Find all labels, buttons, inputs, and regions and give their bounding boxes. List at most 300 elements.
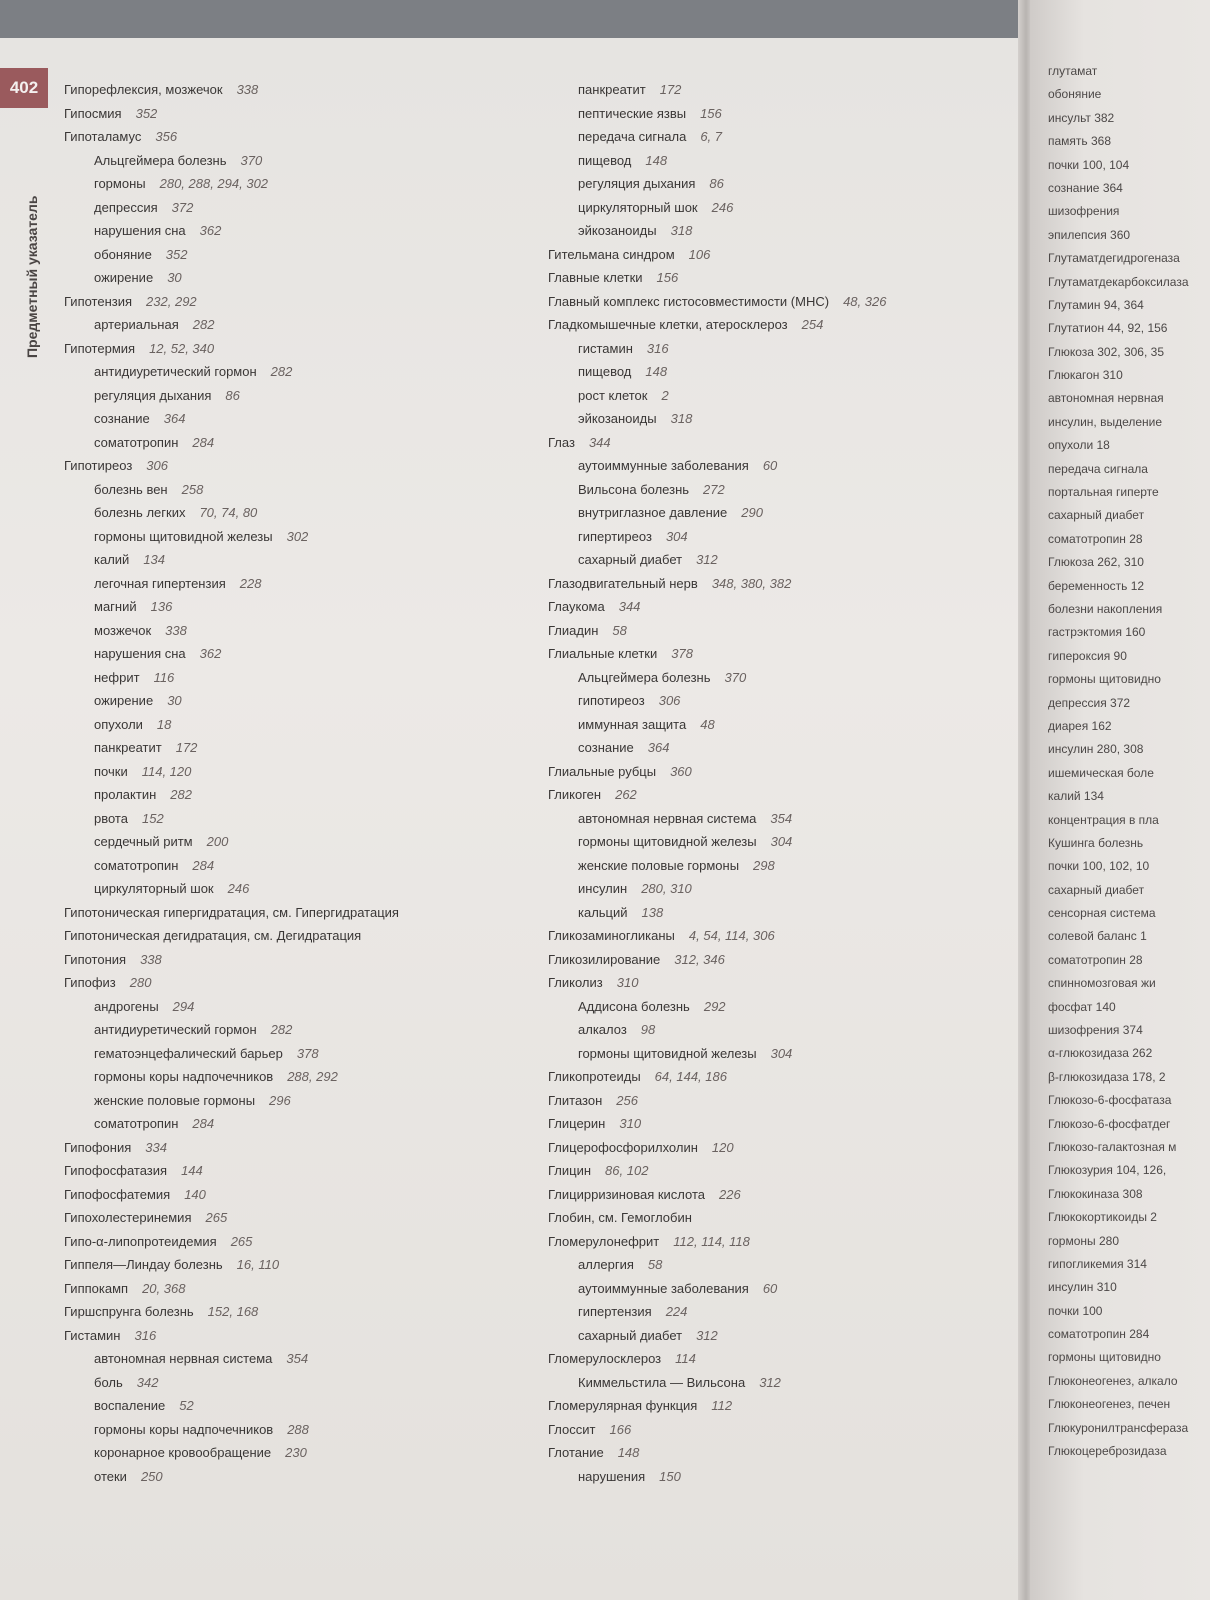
index-term: Гипо-α-липопротеидемия xyxy=(64,1233,217,1249)
index-pages: 4, 54, 114, 306 xyxy=(688,928,775,943)
index-term: панкреатит xyxy=(94,740,162,755)
index-entry xyxy=(548,1136,1018,1160)
index-term: Гипоталамус xyxy=(64,129,142,144)
next-page-fragment: фосфат 140 xyxy=(1048,999,1116,1014)
next-page-fragment: Глюкагон 310 xyxy=(1048,368,1123,383)
index-pages: 360 xyxy=(670,763,692,779)
index-pages: 356 xyxy=(155,129,178,144)
index-term: пищевод xyxy=(578,152,632,168)
index-term: Гломерулонефрит xyxy=(548,1233,660,1249)
index-entry xyxy=(548,1300,1018,1324)
next-page-fragment: почки 100, 102, 10 xyxy=(1048,859,1150,874)
index-pages: 338 xyxy=(236,82,259,97)
next-page-fragment: обоняние xyxy=(1048,87,1102,102)
index-pages: 30 xyxy=(167,270,182,285)
index-entry xyxy=(548,713,1018,737)
index-entry xyxy=(64,478,534,502)
index-entry xyxy=(548,525,1018,549)
index-term: Гительмана синдром xyxy=(548,246,675,262)
index-entry xyxy=(548,1018,1018,1042)
index-entry xyxy=(64,572,534,596)
index-entry xyxy=(64,1300,534,1324)
index-entry xyxy=(64,854,534,878)
index-pages: 232, 292 xyxy=(146,293,197,309)
next-page-fragment: Глутаматдекарбоксилаза xyxy=(1048,274,1189,289)
index-term: Глаз xyxy=(548,434,575,450)
index-entry xyxy=(548,595,1018,619)
index-pages: 282 xyxy=(270,1022,293,1037)
next-page-fragment: гипероксия 90 xyxy=(1048,648,1127,663)
index-entry xyxy=(548,384,1018,408)
index-pages: 334 xyxy=(145,1139,167,1155)
index-entry xyxy=(64,689,534,713)
index-entry xyxy=(64,1347,534,1371)
index-pages: 114 xyxy=(675,1351,696,1366)
next-page-fragment: почки 100, 104 xyxy=(1048,157,1130,172)
index-pages: 282 xyxy=(270,364,293,379)
index-entry xyxy=(548,149,1018,173)
index-term: воспаление xyxy=(94,1398,166,1413)
index-pages: 292 xyxy=(703,998,726,1014)
index-entry xyxy=(64,995,534,1019)
index-term: автономная нервная система xyxy=(94,1351,273,1366)
next-page-fragment: концентрация в пла xyxy=(1048,812,1159,827)
index-pages: 148 xyxy=(617,1445,640,1460)
index-entry xyxy=(64,642,534,666)
index-pages: 134 xyxy=(143,552,166,567)
index-term: рост клеток xyxy=(578,387,648,403)
index-pages: 246 xyxy=(227,881,250,896)
next-page-fragment: Глюкозурия 104, 126, xyxy=(1048,1163,1167,1178)
index-entry xyxy=(64,1136,534,1160)
index-term: гистамин xyxy=(578,340,633,356)
index-entry xyxy=(64,102,534,126)
index-term: гипертиреоз xyxy=(578,528,652,544)
next-page-fragment: Глюкоцереброзидаза xyxy=(1048,1444,1167,1459)
index-entry xyxy=(64,1206,534,1230)
index-entry xyxy=(548,219,1018,243)
index-pages: 272 xyxy=(703,481,725,497)
index-entry xyxy=(548,924,1018,948)
next-page-fragment: сенсорная система xyxy=(1048,906,1156,921)
index-entry xyxy=(64,1018,534,1042)
index-pages: 166 xyxy=(609,1421,632,1437)
index-column-right xyxy=(548,78,1018,1488)
index-term: нарушения сна xyxy=(94,646,186,661)
index-pages: 318 xyxy=(670,411,693,426)
index-entry xyxy=(64,830,534,854)
index-term: циркуляторный шок xyxy=(94,881,214,896)
index-pages: 58 xyxy=(647,1257,663,1272)
index-pages: 342 xyxy=(136,1374,159,1390)
index-pages: 230 xyxy=(285,1445,307,1460)
index-pages: 378 xyxy=(671,646,693,661)
index-term: Гликоген xyxy=(548,787,602,802)
next-page-edge xyxy=(1030,0,1210,1600)
index-pages: 152 xyxy=(141,810,164,826)
index-term: соматотропин xyxy=(94,434,179,450)
next-page-fragment: сахарный диабет xyxy=(1048,882,1145,897)
index-term: соматотропин xyxy=(94,857,179,873)
index-entry xyxy=(64,713,534,737)
index-pages: 312, 346 xyxy=(674,951,725,967)
index-term: Гипотония xyxy=(64,951,127,967)
index-entry xyxy=(548,360,1018,384)
next-page-fragment: Глюкокортикоиды 2 xyxy=(1048,1210,1157,1225)
next-page-fragment: соматотропин 284 xyxy=(1048,1327,1150,1342)
index-term: Глицин xyxy=(548,1163,592,1178)
next-page-fragment: Глюкоза 302, 306, 35 xyxy=(1048,344,1164,359)
index-pages: 98 xyxy=(640,1022,656,1037)
index-pages: 262 xyxy=(615,787,637,802)
next-page-fragment: β-глюкозидаза 178, 2 xyxy=(1048,1069,1166,1084)
index-pages: 288 xyxy=(287,1421,309,1437)
index-entry xyxy=(548,1183,1018,1207)
next-page-fragment: Глутаматдегидрогеназа xyxy=(1048,251,1180,266)
index-pages: 172 xyxy=(175,740,198,755)
index-entry xyxy=(548,760,1018,784)
index-pages: 12, 52, 340 xyxy=(149,340,215,356)
index-term: Глотание xyxy=(548,1445,604,1460)
index-term: регуляция дыхания xyxy=(94,387,212,403)
next-page-fragment: гастрэктомия 160 xyxy=(1048,625,1146,640)
index-pages: 352 xyxy=(165,246,188,262)
index-term: Гипотоническая дегидратация, см. Дегидратация xyxy=(64,928,362,943)
index-entry xyxy=(548,948,1018,972)
next-page-fragment: спинномозговая жи xyxy=(1048,976,1156,991)
index-pages: 302 xyxy=(286,528,309,544)
index-term: пищевод xyxy=(578,364,632,379)
next-page-fragment: инсульт 382 xyxy=(1048,110,1115,125)
index-term: ожирение xyxy=(94,693,154,708)
index-pages: 250 xyxy=(140,1468,163,1484)
index-term: легочная гипертензия xyxy=(94,575,226,591)
index-pages: 282 xyxy=(170,787,192,802)
index-term: Глаукома xyxy=(548,599,605,614)
index-term: Глицирризиновая кислота xyxy=(548,1186,706,1202)
index-pages: 316 xyxy=(646,340,669,356)
index-term: автономная нервная система xyxy=(578,810,757,826)
index-term: отеки xyxy=(94,1468,127,1484)
index-entry xyxy=(64,1441,534,1465)
index-entry xyxy=(64,1465,534,1489)
index-entry xyxy=(64,1230,534,1254)
next-page-fragment: Глюкуронилтрансфераза xyxy=(1048,1420,1189,1435)
index-pages: 364 xyxy=(163,411,186,426)
index-pages: 298 xyxy=(753,857,775,873)
index-pages: 265 xyxy=(230,1233,253,1249)
index-pages: 2 xyxy=(661,387,669,403)
index-pages: 284 xyxy=(192,1116,215,1131)
index-term: Гликозаминогликаны xyxy=(548,928,675,943)
next-page-fragment: Глюкозо-6-фосфатдег xyxy=(1048,1116,1171,1131)
index-entry xyxy=(548,313,1018,337)
index-term: Гипофосфатемия xyxy=(64,1186,171,1202)
index-term: Альцгеймера болезнь xyxy=(94,152,227,168)
index-term: Гипотензия xyxy=(64,293,133,309)
index-term: нарушения xyxy=(578,1468,646,1484)
next-page-fragment: Глюконеогенез, алкало xyxy=(1048,1373,1178,1388)
index-pages: 296 xyxy=(269,1092,291,1108)
index-entry xyxy=(64,78,534,102)
index-term: гематоэнцефалический барьер xyxy=(94,1045,283,1061)
index-term: Гладкомышечные клетки, атеросклероз xyxy=(548,317,788,332)
index-term: Гистамин xyxy=(64,1327,121,1343)
index-term: антидиуретический гормон xyxy=(94,1022,257,1037)
index-pages: 140 xyxy=(184,1186,206,1202)
index-entry xyxy=(64,431,534,455)
index-term: пептические язвы xyxy=(578,105,687,121)
index-entry xyxy=(548,1324,1018,1348)
index-term: циркуляторный шок xyxy=(578,199,698,215)
index-term: Гломерулосклероз xyxy=(548,1351,662,1366)
index-term: Глиадин xyxy=(548,622,599,638)
index-term: Альцгеймера болезнь xyxy=(578,669,711,685)
index-term: гормоны коры надпочечников xyxy=(94,1069,274,1084)
index-pages: 224 xyxy=(665,1304,688,1319)
index-term: Гипофиз xyxy=(64,975,116,990)
index-entry xyxy=(64,1371,534,1395)
index-entry xyxy=(548,901,1018,925)
index-pages: 106 xyxy=(688,246,711,262)
next-page-fragment: инсулин, выделение xyxy=(1048,414,1163,429)
index-term: женские половые гормоны xyxy=(94,1092,256,1108)
index-term: андрогены xyxy=(94,998,159,1014)
index-entry xyxy=(64,501,534,525)
index-pages: 310 xyxy=(616,975,639,990)
next-page-fragment: солевой баланс 1 xyxy=(1048,929,1147,944)
next-page-fragment: Глюконеогенез, печен xyxy=(1048,1397,1171,1412)
index-pages: 86, 102 xyxy=(605,1163,649,1178)
index-pages: 280, 310 xyxy=(641,881,692,896)
index-pages: 114, 120 xyxy=(141,763,192,779)
index-entry xyxy=(64,1324,534,1348)
index-pages: 156 xyxy=(656,270,679,285)
next-page-fragment: портальная гиперте xyxy=(1048,485,1159,500)
index-pages: 60 xyxy=(762,458,778,473)
index-term: сознание xyxy=(578,740,634,755)
index-term: Гиппокамп xyxy=(64,1280,129,1296)
index-pages: 48 xyxy=(700,716,715,732)
index-entry xyxy=(548,642,1018,666)
index-entry xyxy=(548,478,1018,502)
index-entry xyxy=(64,384,534,408)
index-pages: 294 xyxy=(172,998,195,1014)
next-page-fragment: депрессия 372 xyxy=(1048,695,1131,710)
index-entry xyxy=(548,1347,1018,1371)
index-entry xyxy=(548,1206,1018,1230)
index-term: Глобин, см. Гемоглобин xyxy=(548,1210,692,1225)
index-entry xyxy=(548,807,1018,831)
index-entry xyxy=(64,666,534,690)
index-term: болезнь вен xyxy=(94,481,168,497)
index-pages: 304 xyxy=(665,528,688,544)
index-pages: 344 xyxy=(588,434,611,450)
index-pages: 256 xyxy=(616,1092,638,1108)
index-term: внутриглазное давление xyxy=(578,505,728,520)
index-entry xyxy=(548,1065,1018,1089)
index-term: Глиальные рубцы xyxy=(548,763,657,779)
index-pages: 280, 288, 294, 302 xyxy=(159,176,269,191)
index-entry xyxy=(548,619,1018,643)
index-entry xyxy=(548,125,1018,149)
index-pages: 344 xyxy=(618,599,641,614)
index-pages: 172 xyxy=(659,82,682,97)
index-pages: 52 xyxy=(179,1398,194,1413)
index-pages: 372 xyxy=(171,199,194,215)
index-pages: 258 xyxy=(181,481,204,497)
next-page-fragment: гормоны 280 xyxy=(1048,1233,1119,1248)
index-entry xyxy=(548,1441,1018,1465)
index-entry xyxy=(64,1065,534,1089)
index-entry xyxy=(64,1418,534,1442)
index-term: иммунная защита xyxy=(578,716,687,732)
index-entry xyxy=(64,1394,534,1418)
index-pages: 290 xyxy=(741,505,763,520)
index-pages: 30 xyxy=(167,693,182,708)
index-term: пролактин xyxy=(94,787,157,802)
index-term: болезнь легких xyxy=(94,505,186,520)
next-page-fragment: шизофрения 374 xyxy=(1048,1023,1143,1038)
index-entry xyxy=(548,1159,1018,1183)
index-term: Глиальные клетки xyxy=(548,646,658,661)
next-page-fragment: гормоны щитовидно xyxy=(1048,1350,1161,1365)
next-page-fragment: α-глюкозидаза 262 xyxy=(1048,1046,1153,1061)
index-entry xyxy=(64,548,534,572)
index-entry xyxy=(548,102,1018,126)
next-page-fragment: беременность 12 xyxy=(1048,578,1145,593)
next-page-fragment: шизофрения xyxy=(1048,204,1120,219)
index-term: Гипофосфатазия xyxy=(64,1163,168,1178)
index-entry xyxy=(548,78,1018,102)
index-pages: 338 xyxy=(140,951,162,967)
index-term: панкреатит xyxy=(578,82,646,97)
index-term: обоняние xyxy=(94,246,152,262)
index-entry xyxy=(548,1112,1018,1136)
index-term: мозжечок xyxy=(94,622,152,638)
index-term: Гиршспрунга болезнь xyxy=(64,1304,194,1319)
next-page-fragment: Кушинга болезнь xyxy=(1048,835,1144,850)
index-pages: 6, 7 xyxy=(700,129,723,144)
index-term: Гипохолестеринемия xyxy=(64,1210,192,1225)
index-pages: 70, 74, 80 xyxy=(199,505,258,520)
index-entry xyxy=(548,1089,1018,1113)
index-pages: 348, 380, 382 xyxy=(711,575,792,591)
index-term: Гломерулярная функция xyxy=(548,1398,698,1413)
index-term: гормоны щитовидной железы xyxy=(578,1045,757,1061)
index-pages: 144 xyxy=(181,1163,203,1178)
index-term: Глитазон xyxy=(548,1092,603,1108)
next-page-fragment: ишемическая боле xyxy=(1048,765,1154,780)
index-entry xyxy=(548,689,1018,713)
index-term: эйкозаноиды xyxy=(578,223,657,238)
index-entry xyxy=(548,1253,1018,1277)
index-entry xyxy=(64,948,534,972)
index-entry xyxy=(64,219,534,243)
index-pages: 304 xyxy=(770,834,793,849)
index-term: почки xyxy=(94,763,128,779)
index-pages: 318 xyxy=(670,223,693,238)
index-entry xyxy=(548,572,1018,596)
index-entry xyxy=(548,501,1018,525)
index-term: гормоны xyxy=(94,176,146,191)
index-entry xyxy=(548,243,1018,267)
index-pages: 148 xyxy=(645,364,668,379)
index-entry xyxy=(64,1042,534,1066)
index-pages: 280 xyxy=(129,975,152,990)
index-pages: 120 xyxy=(711,1139,734,1155)
index-entry xyxy=(64,924,534,948)
index-term: сахарный диабет xyxy=(578,552,683,567)
index-entry xyxy=(64,149,534,173)
index-term: регуляция дыхания xyxy=(578,176,696,191)
index-pages: 312 xyxy=(696,552,718,567)
index-term: гормоны коры надпочечников xyxy=(94,1421,274,1437)
index-pages: 364 xyxy=(647,740,670,755)
index-entry xyxy=(64,454,534,478)
index-pages: 316 xyxy=(134,1327,157,1343)
index-entry xyxy=(64,125,534,149)
index-pages: 306 xyxy=(146,458,168,473)
index-entry xyxy=(548,1042,1018,1066)
next-page-fragment: Глутатион 44, 92, 156 xyxy=(1048,321,1168,336)
index-term: Гипотермия xyxy=(64,340,136,356)
index-entry xyxy=(64,760,534,784)
index-term: коронарное кровообращение xyxy=(94,1445,272,1460)
next-page-fragment: соматотропин 28 xyxy=(1048,952,1143,967)
next-page-fragment: гормоны щитовидно xyxy=(1048,672,1161,687)
index-term: Гиппеля—Линдау болезнь xyxy=(64,1257,223,1272)
index-pages: 306 xyxy=(658,693,681,708)
index-pages: 148 xyxy=(645,152,668,168)
index-term: Киммельстила — Вильсона xyxy=(578,1374,746,1390)
next-page-fragment: Глюкозо-6-фосфатаза xyxy=(1048,1093,1172,1108)
index-pages: 370 xyxy=(724,669,747,685)
index-pages: 20, 368 xyxy=(142,1280,186,1296)
index-entry xyxy=(548,995,1018,1019)
index-term: Гипофония xyxy=(64,1139,132,1155)
index-pages: 200 xyxy=(206,834,229,849)
index-pages: 48, 326 xyxy=(843,293,887,309)
index-pages: 116 xyxy=(153,669,175,685)
index-term: Гликозилирование xyxy=(548,951,661,967)
next-page-fragment: память 368 xyxy=(1048,134,1112,149)
index-pages: 352 xyxy=(135,105,158,121)
next-page-fragment: почки 100 xyxy=(1048,1303,1103,1318)
index-entry xyxy=(548,407,1018,431)
index-pages: 310 xyxy=(619,1116,642,1131)
index-term: соматотропин xyxy=(94,1116,179,1131)
index-entry xyxy=(548,877,1018,901)
next-page-fragment: диарея 162 xyxy=(1048,718,1112,733)
page-number: 402 xyxy=(0,68,48,108)
next-page-fragment: Глутамин 94, 364 xyxy=(1048,297,1144,312)
index-entry xyxy=(548,548,1018,572)
index-entry xyxy=(548,1371,1018,1395)
index-entry xyxy=(64,971,534,995)
next-page-fragment: гипогликемия 314 xyxy=(1048,1256,1147,1271)
index-pages: 64, 144, 186 xyxy=(654,1069,727,1084)
next-page-fragment: Глюкозо-галактозная м xyxy=(1048,1139,1177,1154)
index-term: аллергия xyxy=(578,1257,634,1272)
index-pages: 86 xyxy=(709,176,724,191)
index-entry xyxy=(64,901,534,925)
index-pages: 282 xyxy=(192,317,215,332)
index-entry xyxy=(548,266,1018,290)
index-entry xyxy=(548,736,1018,760)
index-term: Главный комплекс гистосовместимости (МНС) xyxy=(548,293,830,309)
index-term: гормоны щитовидной железы xyxy=(94,528,273,544)
